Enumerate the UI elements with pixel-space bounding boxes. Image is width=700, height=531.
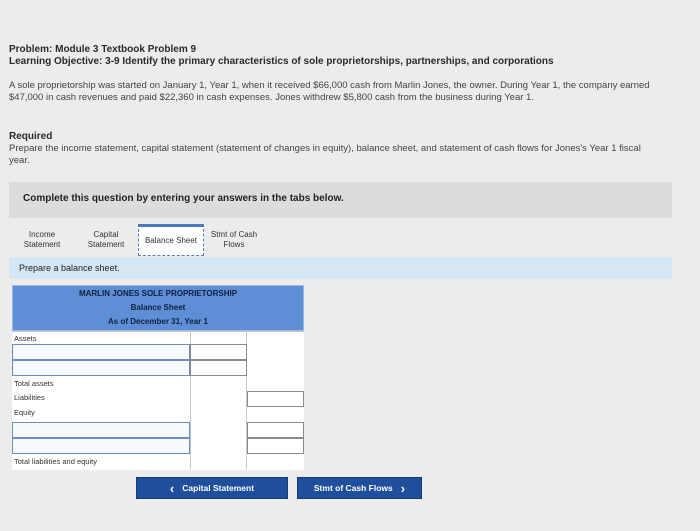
problem-description: A sole proprietorship was started on January 1, Year 1, when it received $66,000 cash from Marlin Jones, the owner. During Year 1, the company earned $47,000 in cash revenues and paid $22,360 in cash expenses. Jones withdrew $5,800 cash from the business during Year 1. — [9, 80, 650, 103]
problem-title: Problem: Module 3 Textbook Problem 9 — [9, 44, 197, 55]
required-text: Prepare the income statement, capital statement (statement of changes in equity), balance sheet, and statement of cash flows for Jones's Year 1 fiscal year. — [9, 143, 641, 166]
statement-name: Balance Sheet — [130, 303, 186, 312]
equity-amount-input[interactable] — [247, 422, 304, 438]
tab-capital-statement[interactable]: Capital Statement — [87, 230, 125, 249]
total-liab-equity-label: Total liabilities and equity — [14, 457, 97, 466]
prev-capital-statement-button[interactable] — [136, 477, 288, 499]
next-button-label: Stmt of Cash Flows — [313, 483, 393, 493]
balance-sheet-header — [12, 285, 304, 331]
tab-income-statement[interactable]: Income Statement — [23, 230, 61, 249]
asset-account-input[interactable] — [12, 344, 190, 360]
equity-label: Equity — [14, 408, 35, 417]
chevron-left-icon: ‹ — [169, 480, 175, 496]
learning-objective: Learning Objective: 3-9 Identify the primary characteristics of sole proprietorships, partnerships, and corporations — [9, 56, 554, 67]
required-heading: Required — [9, 131, 53, 142]
instructions-banner — [9, 182, 672, 218]
asset-amount-input[interactable] — [190, 360, 247, 376]
tab-instruction: Prepare a balance sheet. — [19, 263, 120, 273]
equity-account-input[interactable] — [12, 422, 190, 438]
prev-button-label: Capital Statement — [182, 483, 255, 493]
statement-date: As of December 31, Year 1 — [108, 317, 208, 326]
liabilities-label: Liabilities — [14, 393, 45, 402]
assets-label: Assets — [14, 334, 37, 343]
equity-amount-input[interactable] — [247, 438, 304, 454]
company-name: MARLIN JONES SOLE PROPRIETORSHIP — [78, 289, 238, 298]
next-cash-flows-button[interactable] — [297, 477, 422, 499]
tab-instruction-bar — [9, 257, 672, 279]
row-divider — [12, 331, 304, 332]
chevron-right-icon: › — [400, 480, 406, 496]
total-assets-label: Total assets — [14, 379, 54, 388]
tab-balance-sheet[interactable]: Balance Sheet — [138, 224, 204, 256]
asset-amount-input[interactable] — [190, 344, 247, 360]
total-assets-input[interactable] — [247, 391, 304, 407]
tab-stmt-cash-flows[interactable]: Stmt of Cash Flows — [210, 230, 258, 249]
asset-account-input[interactable] — [12, 360, 190, 376]
banner-text: Complete this question by entering your answers in the tabs below. — [23, 193, 344, 204]
equity-account-input[interactable] — [12, 438, 190, 454]
